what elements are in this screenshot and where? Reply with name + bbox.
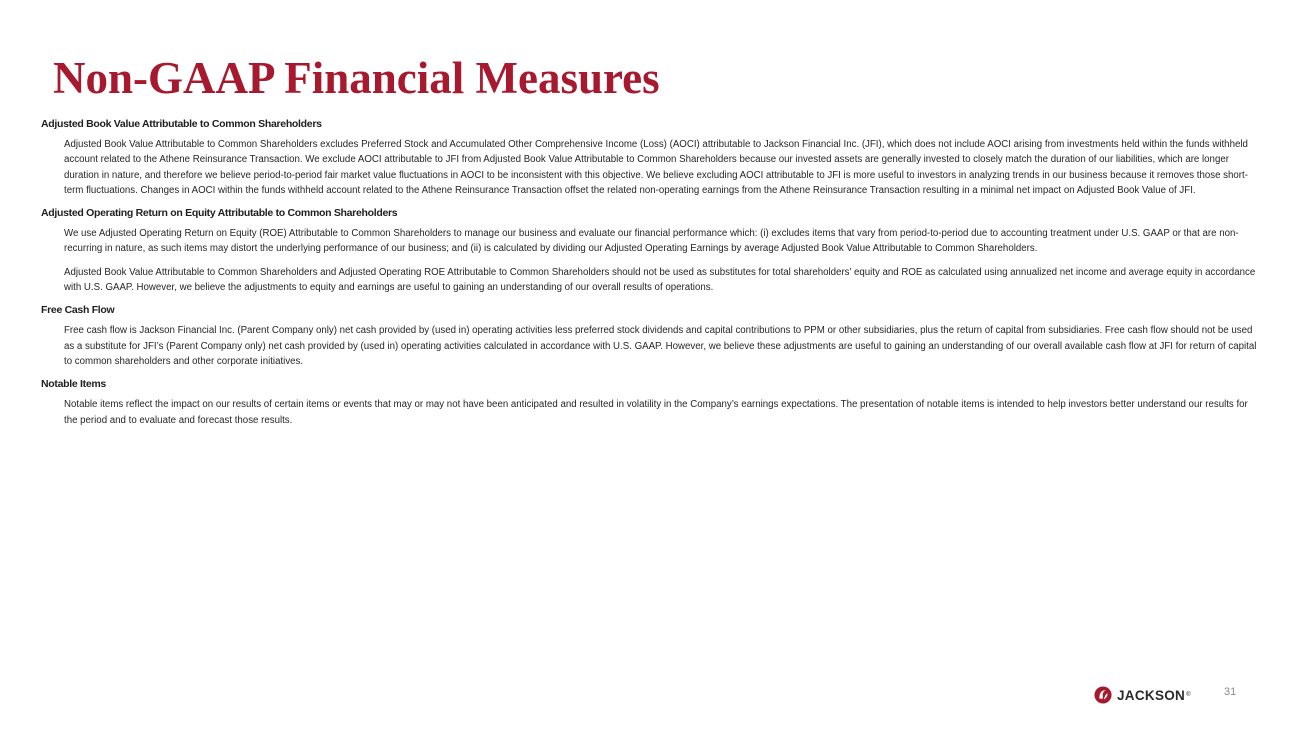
section-heading: Adjusted Operating Return on Equity Attributable to Common Shareholders: [41, 207, 398, 220]
section-adjusted-operating-roe: [41, 206, 1259, 295]
section-heading: Notable Items: [41, 378, 106, 391]
section-free-cash-flow: [41, 303, 1259, 369]
section-paragraph: Notable items reflect the impact on our results of certain items or events that may or may not have been anticipated and resulted in volatility in the Company’s earnings expectations. The presentation of notable items is intended to help investors better understand our results for the period and to evaluate and forecast those results.: [64, 399, 1248, 426]
section-notable-items: [41, 377, 1259, 428]
footer-logo: [1094, 684, 1191, 706]
content-body: [41, 117, 1259, 436]
page-number: 31: [1224, 686, 1237, 698]
section-adjusted-book-value: [41, 117, 1259, 198]
section-paragraph: We use Adjusted Operating Return on Equity (ROE) Attributable to Common Shareholders to manage our business and evaluate our financial performance which: (i) excludes items that vary from period-to-period due to accounting treatment under U.S. GAAP or that are non-recurring in nature, as such items may distort the underlying performance of our business; and (ii) is calculated by dividing our Adjusted Operating Earnings by average Adjusted Book Value Attributable to Common Shareholders.: [64, 228, 1239, 255]
jackson-logo-icon: [1094, 686, 1112, 704]
logo-trademark: ®: [1186, 692, 1191, 698]
section-paragraph: Adjusted Book Value Attributable to Common Shareholders excludes Preferred Stock and Accumulated Other Comprehensive Income (Loss) (AOCI) attributable to Jackson Financial Inc. (JFI), which does not include AOCI arising from investments held within the funds withheld account related to the Athene Reinsurance Transaction. We exclude AOCI attributable to JFI from Adjusted Book Value Attributable to Common Shareholders because our invested assets are generally invested to closely match the duration of our liabilities, which are longer duration in nature, and therefore we believe period-to-period fair market value fluctuations in AOCI to be inconsistent with this objective. We believe excluding AOCI attributable to JFI is more useful to investors in analyzing trends in our business because it removes those short-term fluctuations. Changes in AOCI within the funds withheld account related to the Athene Reinsurance Transaction offset the related non-operating earnings from the Athene Reinsurance Transaction resulting in a minimal net impact on Adjusted Book Value of JFI.: [64, 139, 1248, 196]
section-heading: Free Cash Flow: [41, 304, 115, 317]
section-heading: Adjusted Book Value Attributable to Common Shareholders: [41, 118, 322, 130]
section-paragraph: Free cash flow is Jackson Financial Inc. (Parent Company only) net cash provided by (used in) operating activities less preferred stock dividends and capital contributions to PPM or other subsidiaries, plus the return of capital from subsidiaries. Free cash flow should not be used as a substitute for JFI’s (Parent Company only) net cash provided by (used in) operating activities calculated in accordance with U.S. GAAP. However, we believe these adjustments are useful to gaining an understanding of our overall available cash flow at JFI for return of capital to common shareholders and other corporate initiatives.: [64, 325, 1257, 367]
section-paragraph: Adjusted Book Value Attributable to Common Shareholders and Adjusted Operating ROE Attributable to Common Shareholders should not be used as substitutes for total shareholders’ equity and ROE as calculated using annualized net income and average equity in accordance with U.S. GAAP. However, we believe the adjustments to equity and earnings are useful to gaining an understanding of our overall results of operations.: [64, 266, 1256, 294]
page-title: Non-GAAP Financial Measures: [53, 53, 660, 103]
logo-wordmark: JACKSON: [1117, 687, 1186, 703]
